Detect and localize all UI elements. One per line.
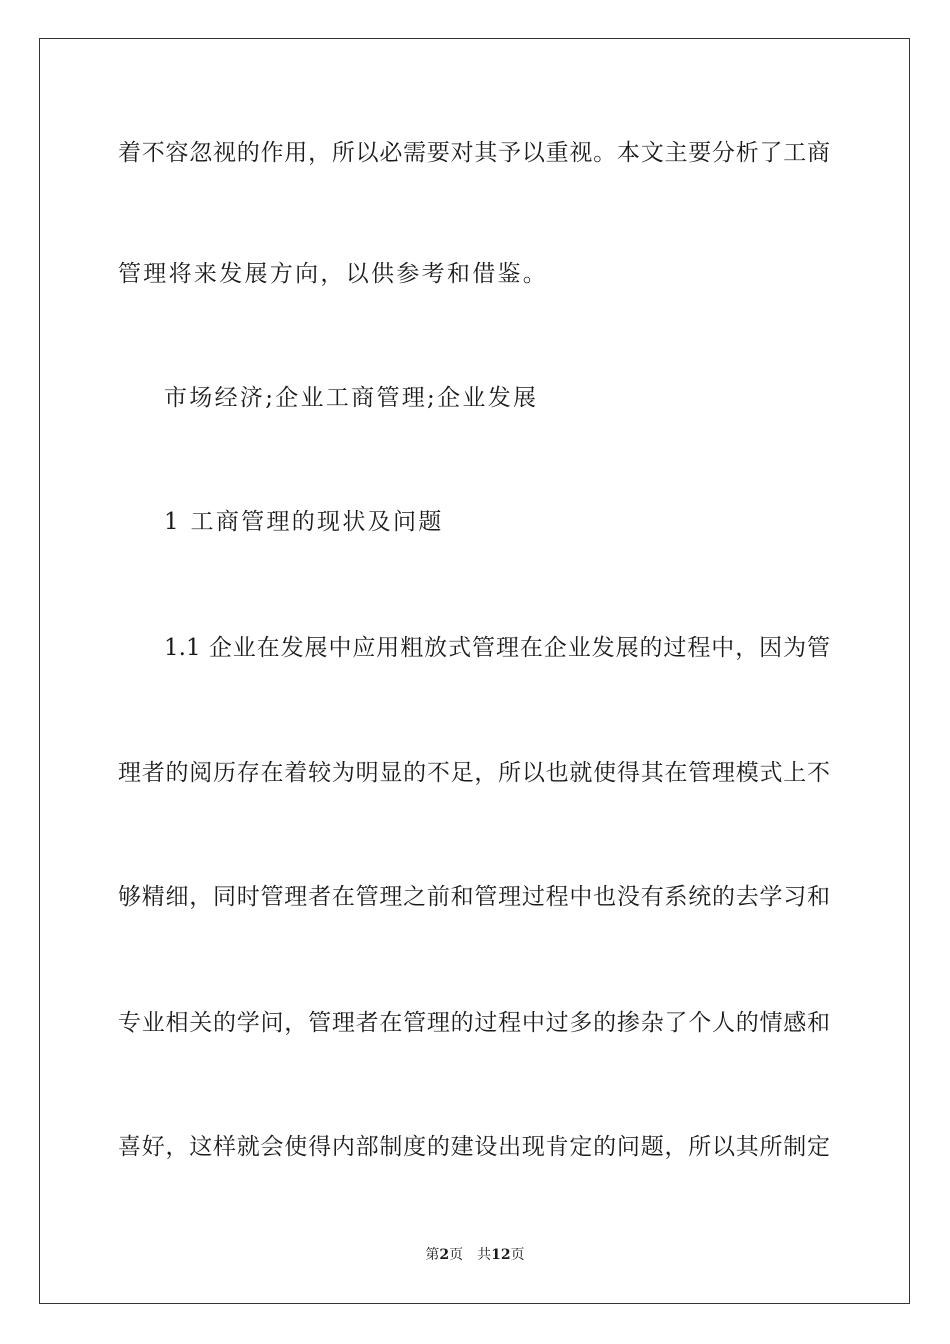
- text-line-2: 管理将来发展方向，以供参考和借鉴。: [118, 261, 549, 287]
- text-line-6: 理者的阅历存在着较为明显的不足，所以也就使得其在管理模式上不: [118, 760, 830, 786]
- text-line-1: 着不容忽视的作用，所以必需要对其予以重视。本文主要分析了工商: [118, 140, 830, 166]
- page-border: [39, 38, 910, 1304]
- keywords-line: 市场经济;企业工商管理;企业发展: [164, 385, 539, 411]
- footer-page-prefix: 第: [425, 1247, 440, 1263]
- text-line-5: 1.1 企业在发展中应用粗放式管理在企业发展的过程中，因为管: [164, 635, 830, 661]
- text-line-7: 够精细，同时管理者在管理之前和管理过程中也没有系统的去学习和: [118, 884, 830, 910]
- page-footer: [0, 1246, 950, 1264]
- footer-total-suffix: 页: [510, 1247, 525, 1263]
- footer-page-current: 2: [439, 1247, 450, 1263]
- section-heading: 1 工商管理的现状及问题: [164, 509, 444, 535]
- text-line-8: 专业相关的学问，管理者在管理的过程中过多的掺杂了个人的情感和: [118, 1010, 830, 1036]
- footer-total-prefix: 共: [477, 1247, 492, 1263]
- text-line-9: 喜好，这样就会使得内部制度的建设出现肯定的问题，所以其所制定: [118, 1134, 830, 1160]
- footer-page-suffix: 页: [449, 1247, 464, 1263]
- footer-page-total: 12: [491, 1247, 511, 1263]
